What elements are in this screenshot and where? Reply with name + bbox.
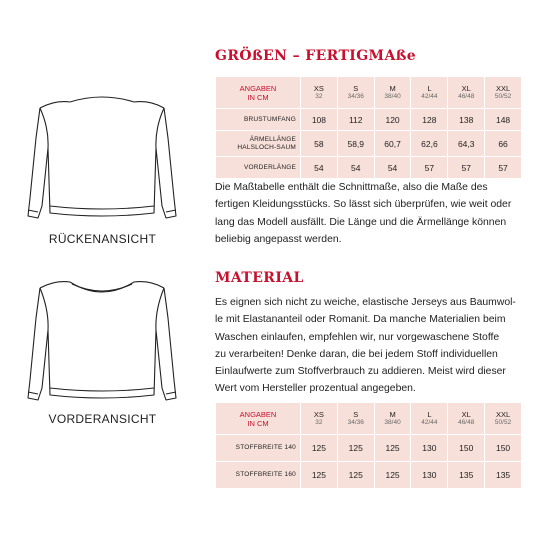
size-col-s: S 34/36 (337, 403, 374, 435)
table-row (216, 157, 522, 179)
size-col-m: M 38/40 (374, 77, 411, 109)
table-cell: 125 (337, 435, 374, 462)
table-cell: 54 (337, 157, 374, 179)
size-col-s: S 34/36 (337, 77, 374, 109)
material-heading: MATERIAL (215, 270, 304, 286)
fabric-table (215, 402, 522, 489)
table-cell: 125 (301, 462, 338, 489)
table-cell: 57 (485, 157, 522, 179)
size-col-xl: XL 46/48 (448, 403, 485, 435)
table-cell: 58,9 (337, 131, 374, 157)
size-col-m: M 38/40 (374, 403, 411, 435)
size-col-l: L 42/44 (411, 403, 448, 435)
table-cell: 125 (374, 435, 411, 462)
table-cell: 128 (411, 109, 448, 131)
row-label: BRUSTUMFANG (216, 109, 301, 131)
sizes-table (215, 76, 522, 179)
sweater-back-icon (0, 78, 205, 228)
table-row (216, 462, 522, 489)
table-cell: 150 (448, 435, 485, 462)
table-cell: 57 (448, 157, 485, 179)
table-cell: 58 (301, 131, 338, 157)
table-cell: 54 (374, 157, 411, 179)
sizes-header-label: ANGABEN IN CM (216, 77, 301, 109)
table-cell: 108 (301, 109, 338, 131)
table-cell: 148 (485, 109, 522, 131)
row-label: ÄRMELLÄNGE HALSLOCH-SAUM (216, 131, 301, 157)
sizes-description: Die Maßtabelle enthält die Schnittmaße, also die Maße des fertigen Kleidungsstücks. So lässt sich überprüfen, wie weit oder lang das Modell ausfällt. Die Länge und die Ärmellänge können beliebig angepasst werden. (215, 182, 512, 245)
front-view-label: VORDERANSICHT (48, 412, 157, 426)
sizes-heading: GRÖßEN – FERTIGMAße (215, 48, 417, 64)
row-label: STOFFBREITE 160 (216, 462, 301, 489)
back-view-label: RÜCKENANSICHT (48, 232, 157, 246)
table-cell: 54 (301, 157, 338, 179)
table-cell: 64,3 (448, 131, 485, 157)
size-col-xl: XL 46/48 (448, 77, 485, 109)
row-label: VORDERLÄNGE (216, 157, 301, 179)
table-cell: 120 (374, 109, 411, 131)
table-cell: 66 (485, 131, 522, 157)
table-cell: 62,6 (411, 131, 448, 157)
sweater-front-icon (0, 258, 205, 410)
table-row (216, 109, 522, 131)
material-description: Es eignen sich nicht zu weiche, elastische Jerseys aus Baumwol- le mit Elastananteil oder Romanit. Da manche Materialien beim Waschen einlaufen, empfehlen wir, nur vorgewaschene Stoffe zu verarbeiten! Denke daran, die bei jedem Stoff individuellen Einlaufwerte zum Stoffverbrauch zu addieren. Meist wird dieser Wert vom Hersteller prozentual angegeben. (215, 297, 516, 395)
size-col-xs: XS 32 (301, 403, 338, 435)
size-col-xxl: XXL 50/52 (485, 403, 522, 435)
table-cell: 57 (411, 157, 448, 179)
table-cell: 135 (485, 462, 522, 489)
table-cell: 150 (485, 435, 522, 462)
size-col-xs: XS 32 (301, 77, 338, 109)
fabric-header-row (216, 403, 522, 435)
table-cell: 125 (301, 435, 338, 462)
fabric-header-label: ANGABEN IN CM (216, 403, 301, 435)
table-cell: 130 (411, 462, 448, 489)
table-cell: 125 (374, 462, 411, 489)
row-label: STOFFBREITE 140 (216, 435, 301, 462)
size-col-xxl: XXL 50/52 (485, 77, 522, 109)
table-cell: 112 (337, 109, 374, 131)
table-cell: 125 (337, 462, 374, 489)
table-cell: 138 (448, 109, 485, 131)
table-row (216, 131, 522, 157)
table-cell: 60,7 (374, 131, 411, 157)
front-view-illustration (0, 258, 205, 410)
table-cell: 130 (411, 435, 448, 462)
table-cell: 135 (448, 462, 485, 489)
table-row (216, 435, 522, 462)
size-col-l: L 42/44 (411, 77, 448, 109)
sizes-header-row (216, 77, 522, 109)
back-view-illustration (0, 78, 205, 228)
